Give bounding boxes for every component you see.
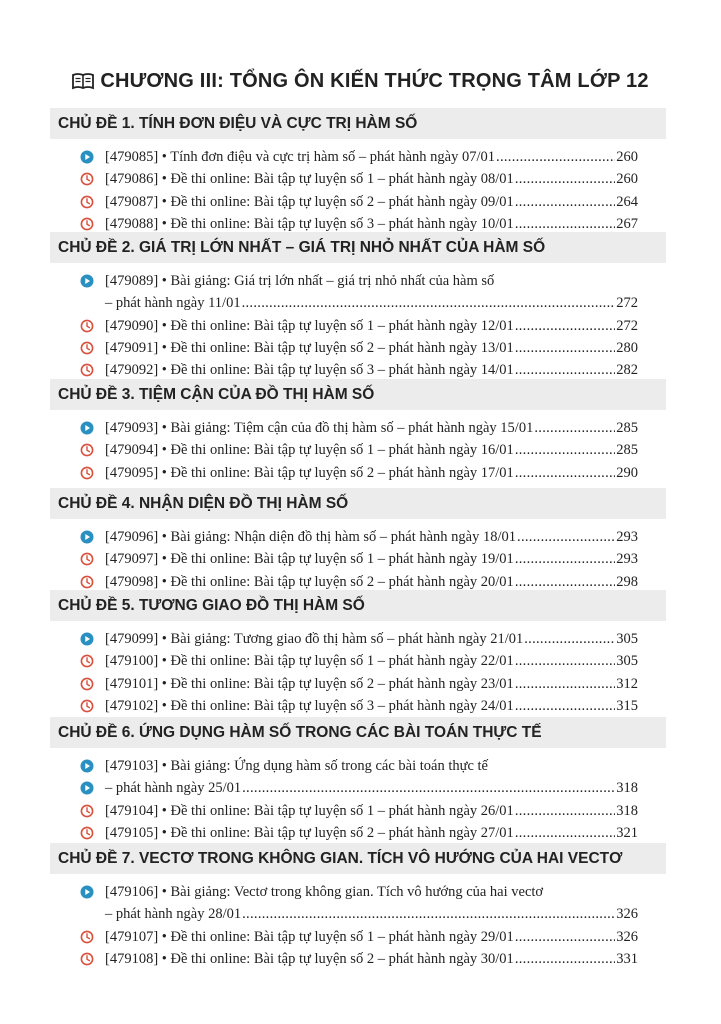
page-number: 285 — [616, 442, 638, 459]
page-number: 290 — [616, 464, 638, 481]
toc-entry[interactable] — [80, 650, 638, 672]
page-number: 260 — [616, 171, 638, 188]
clock-icon — [80, 654, 94, 668]
play-icon — [80, 632, 94, 646]
entry-label: [479104] • Đề thi online: Bài tập tự luyện số 1 – phát hành ngày 26/01 — [105, 802, 514, 819]
clock-icon — [80, 952, 94, 966]
book-icon — [72, 72, 94, 90]
clock-icon — [80, 552, 94, 566]
leader-dots — [242, 903, 615, 925]
toc-entry-continued[interactable] — [80, 777, 638, 799]
play-icon — [80, 274, 94, 288]
leader-dots — [515, 191, 615, 213]
section-header: CHỦ ĐỀ 2. GIÁ TRỊ LỚN NHẤT – GIÁ TRỊ NHỎ NHẤT CỦA HÀM SỐ — [50, 232, 666, 263]
toc-entry[interactable] — [80, 315, 638, 337]
entry-label: [479105] • Đề thi online: Bài tập tự luyện số 2 – phát hành ngày 27/01 — [105, 824, 514, 841]
page-number: 293 — [616, 529, 638, 545]
entry-label: [479086] • Đề thi online: Bài tập tự luyện số 1 – phát hành ngày 08/01 — [105, 171, 514, 188]
leader-dots — [515, 168, 615, 190]
toc-entry[interactable] — [80, 755, 638, 777]
entry-label: [479090] • Đề thi online: Bài tập tự luyện số 1 – phát hành ngày 12/01 — [105, 317, 514, 334]
entry-label: [479088] • Đề thi online: Bài tập tự luyện số 3 – phát hành ngày 10/01 — [105, 215, 514, 232]
page-number: 298 — [616, 573, 638, 590]
clock-icon — [80, 319, 94, 333]
toc-entry[interactable] — [80, 673, 638, 695]
chapter-title-text: CHƯƠNG III: TỔNG ÔN KIẾN THỨC TRỌNG TÂM LỚP 12 — [100, 70, 649, 92]
toc-entry[interactable] — [80, 359, 638, 381]
entry-label: [479100] • Đề thi online: Bài tập tự luyện số 1 – phát hành ngày 22/01 — [105, 653, 514, 670]
entry-label: [479099] • Bài giảng: Tương giao đồ thị hàm số – phát hành ngày 21/01 — [105, 631, 524, 647]
toc-entry[interactable] — [80, 439, 638, 461]
leader-dots — [515, 926, 615, 948]
page-number: 305 — [616, 653, 638, 670]
leader-dots — [515, 548, 615, 570]
toc-entry[interactable] — [80, 926, 638, 948]
leader-dots — [515, 822, 615, 844]
leader-dots — [515, 800, 615, 822]
page-number: 326 — [616, 906, 638, 923]
toc-entry-continued[interactable] — [80, 292, 638, 314]
leader-dots — [517, 526, 615, 548]
toc-entry[interactable] — [80, 337, 638, 359]
leader-dots — [515, 695, 615, 717]
section-header: CHỦ ĐỀ 1. TÍNH ĐƠN ĐIỆU VÀ CỰC TRỊ HÀM SỐ — [50, 108, 666, 139]
entry-continuation: – phát hành ngày 28/01 — [105, 906, 242, 923]
entry-label: [479095] • Đề thi online: Bài tập tự luyện số 2 – phát hành ngày 17/01 — [105, 464, 514, 481]
clock-icon — [80, 195, 94, 209]
play-icon — [80, 759, 94, 773]
entry-label: [479098] • Đề thi online: Bài tập tự luyện số 2 – phát hành ngày 20/01 — [105, 573, 514, 590]
page-number: 267 — [616, 215, 638, 232]
leader-dots — [515, 650, 615, 672]
toc-entry[interactable] — [80, 417, 638, 439]
clock-icon — [80, 341, 94, 355]
clock-icon — [80, 826, 94, 840]
section-header: CHỦ ĐỀ 7. VECTƠ TRONG KHÔNG GIAN. TÍCH VÔ HƯỚNG CỦA HAI VECTƠ — [50, 843, 666, 874]
entry-label: [479091] • Đề thi online: Bài tập tự luyện số 2 – phát hành ngày 13/01 — [105, 339, 514, 356]
entry-continuation: – phát hành ngày 11/01 — [105, 295, 241, 312]
section-header: CHỦ ĐỀ 4. NHẬN DIỆN ĐỒ THỊ HÀM SỐ — [50, 488, 666, 519]
page-number: 326 — [616, 928, 638, 945]
clock-icon — [80, 699, 94, 713]
entry-label: [479102] • Đề thi online: Bài tập tự luyện số 3 – phát hành ngày 24/01 — [105, 697, 514, 714]
leader-dots — [515, 315, 615, 337]
page-number: 293 — [616, 551, 638, 568]
entry-label: [479108] • Đề thi online: Bài tập tự luyện số 2 – phát hành ngày 30/01 — [105, 950, 514, 967]
leader-dots — [515, 462, 615, 484]
toc-entry[interactable] — [80, 526, 638, 548]
page-number: 264 — [616, 193, 638, 210]
toc-entry-continued[interactable] — [80, 903, 638, 925]
entry-label: [479087] • Đề thi online: Bài tập tự luyện số 2 – phát hành ngày 09/01 — [105, 193, 514, 210]
toc-entry[interactable] — [80, 881, 638, 903]
play-icon — [80, 150, 94, 164]
toc-entry[interactable] — [80, 168, 638, 190]
toc-entry[interactable] — [80, 822, 638, 844]
page-number: 260 — [616, 149, 638, 165]
chapter-title — [0, 70, 721, 93]
page-number: 318 — [616, 780, 638, 797]
page-number: 315 — [616, 697, 638, 714]
page-number: 285 — [616, 420, 638, 436]
toc-entry[interactable] — [80, 462, 638, 484]
page-number: 321 — [616, 824, 638, 841]
section-header: CHỦ ĐỀ 5. TƯƠNG GIAO ĐỒ THỊ HÀM SỐ — [50, 590, 666, 621]
section-header: CHỦ ĐỀ 6. ỨNG DỤNG HÀM SỐ TRONG CÁC BÀI TOÁN THỰC TẾ — [50, 717, 666, 748]
section-header: CHỦ ĐỀ 3. TIỆM CẬN CỦA ĐỒ THỊ HÀM SỐ — [50, 379, 666, 410]
page-number: 272 — [616, 295, 638, 312]
toc-entry[interactable] — [80, 270, 638, 292]
page-number: 282 — [616, 362, 638, 379]
entry-label: [479107] • Đề thi online: Bài tập tự luyện số 1 – phát hành ngày 29/01 — [105, 928, 514, 945]
toc-entry[interactable] — [80, 548, 638, 570]
leader-dots — [515, 948, 615, 970]
page-number: 312 — [616, 675, 638, 692]
clock-icon — [80, 930, 94, 944]
entry-label: [479089] • Bài giảng: Giá trị lớn nhất – giá trị nhỏ nhất của hàm số — [105, 273, 495, 289]
leader-dots — [515, 439, 615, 461]
entry-label: [479096] • Bài giảng: Nhận diện đồ thị hàm số – phát hành ngày 18/01 — [105, 529, 517, 545]
toc-entry[interactable] — [80, 948, 638, 970]
page-number: 280 — [616, 339, 638, 356]
entry-label: [479106] • Bài giảng: Vectơ trong không gian. Tích vô hướng của hai vectơ — [105, 884, 544, 900]
leader-dots — [515, 359, 615, 381]
entry-label: [479097] • Đề thi online: Bài tập tự luyện số 1 – phát hành ngày 19/01 — [105, 551, 514, 568]
clock-icon — [80, 172, 94, 186]
entry-label: [479094] • Đề thi online: Bài tập tự luyện số 1 – phát hành ngày 16/01 — [105, 442, 514, 459]
toc-entry[interactable] — [80, 628, 638, 650]
clock-icon — [80, 575, 94, 589]
page-number: 272 — [616, 317, 638, 334]
leader-dots — [242, 777, 615, 799]
page-number: 318 — [616, 802, 638, 819]
entry-label: [479103] • Bài giảng: Ứng dụng hàm số trong các bài toán thực tế — [105, 758, 488, 774]
clock-icon — [80, 217, 94, 231]
entry-label: [479101] • Đề thi online: Bài tập tự luyện số 2 – phát hành ngày 23/01 — [105, 675, 514, 692]
play-icon — [80, 530, 94, 544]
entry-label: [479093] • Bài giảng: Tiệm cận của đồ thị hàm số – phát hành ngày 15/01 — [105, 420, 534, 436]
leader-dots — [496, 146, 615, 168]
leader-dots — [534, 417, 615, 439]
toc-entry[interactable] — [80, 800, 638, 822]
leader-dots — [524, 628, 615, 650]
clock-icon — [80, 677, 94, 691]
leader-dots — [242, 292, 616, 314]
entry-continuation: – phát hành ngày 25/01 — [105, 780, 242, 797]
leader-dots — [515, 673, 615, 695]
clock-icon — [80, 443, 94, 457]
leader-dots — [515, 337, 615, 359]
clock-icon — [80, 363, 94, 377]
clock-icon — [80, 466, 94, 480]
page-number: 305 — [616, 631, 638, 647]
entry-label: [479092] • Đề thi online: Bài tập tự luyện số 3 – phát hành ngày 14/01 — [105, 362, 514, 379]
toc-entry[interactable] — [80, 146, 638, 168]
toc-entry[interactable] — [80, 191, 638, 213]
clock-icon — [80, 804, 94, 818]
play-icon — [80, 885, 94, 899]
play-icon — [80, 421, 94, 435]
play-icon — [80, 781, 94, 795]
toc-entry[interactable] — [80, 695, 638, 717]
page-number: 331 — [616, 950, 638, 967]
entry-label: [479085] • Tính đơn điệu và cực trị hàm số – phát hành ngày 07/01 — [105, 149, 496, 165]
